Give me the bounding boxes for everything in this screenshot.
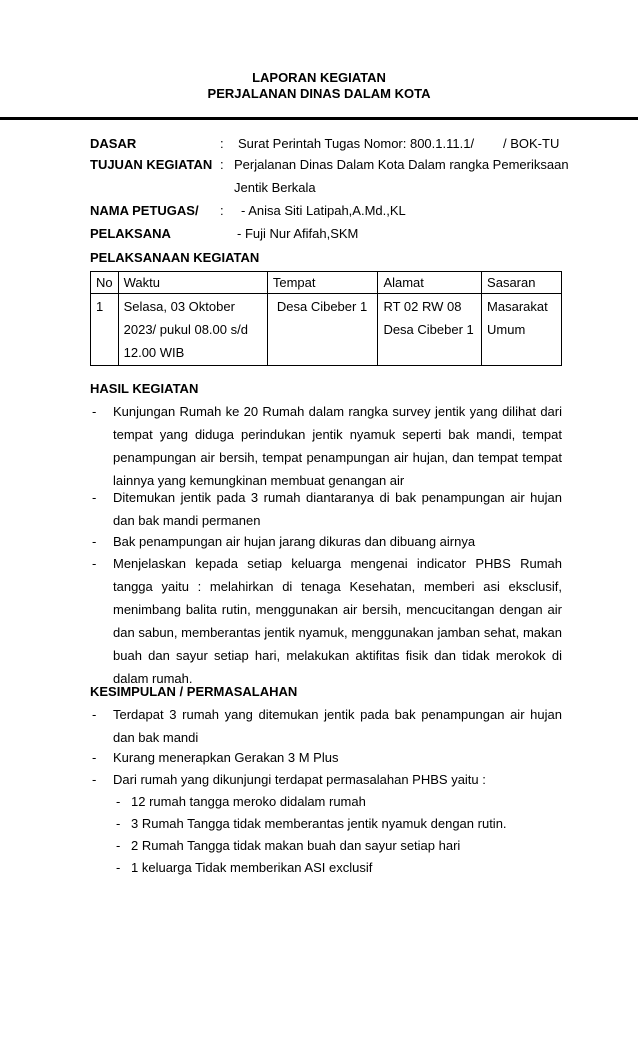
list-item: Ditemukan jentik pada 3 rumah diantaranya di bak penampungan air hujan dan bak mandi permanen <box>113 490 562 528</box>
petugas-label-line1: NAMA PETUGAS/ <box>90 203 199 218</box>
list-item: Menjelaskan kepada setiap keluarga mengenai indicator PHBS Rumah tangga yaitu : melahirkan di tenaga Kesehatan, memberi asi eksclusif, menimbang balita rutin, menggunakan air bersih, mencucitangan dengan air dan sabun, memberantas jentik nyamuk, menggunakan jamban sehat, makan buah dan sayur setiap hari, melakukan aktifitas fisik dan tidak merokok di dalam rumah. <box>113 556 562 686</box>
list-item: Bak penampungan air hujan jarang dikuras dan dibuang airnya <box>113 534 476 549</box>
kesimpulan-heading: KESIMPULAN / PERMASALAHAN <box>90 684 298 699</box>
col-header-waktu: Waktu <box>118 272 267 294</box>
list-item-dash: - <box>92 490 97 505</box>
cell-sasaran-line2: Umum <box>487 322 526 337</box>
petugas-2: - Fuji Nur Afifah,SKM <box>237 226 359 241</box>
pelaksanaan-table <box>90 271 562 366</box>
cell-alamat-line2: Desa Cibeber 1 <box>383 322 474 337</box>
cell-alamat <box>378 294 482 366</box>
sub-list-item: 3 Rumah Tangga tidak memberantas jentik nyamuk dengan rutin. <box>131 816 507 831</box>
list-item: Dari rumah yang dikunjungi terdapat permasalahan PHBS yaitu : <box>113 772 486 787</box>
petugas-label-line2: PELAKSANA <box>90 226 171 241</box>
header-divider <box>0 117 638 120</box>
list-item: Kunjungan Rumah ke 20 Rumah dalam rangka survey jentik yang dilihat dari tempat yang diduga perindukan jentik nyamuk seperti bak mandi, tempat penampungan air bersih, tempat penampungan air hujan, dan tempat tempat lainnya yang kemungkinan membuat genangan air <box>113 404 562 488</box>
tujuan-value-line1: Perjalanan Dinas Dalam Kota Dalam rangka Pemeriksaan <box>234 157 569 172</box>
cell-waktu-line1: Selasa, 03 Oktober <box>123 299 235 314</box>
report-subtitle: PERJALANAN DINAS DALAM KOTA <box>207 86 431 101</box>
sub-list-item: 12 rumah tangga meroko didalam rumah <box>131 794 366 809</box>
list-item-dash: - <box>92 772 97 787</box>
tujuan-colon: : <box>220 157 224 172</box>
sub-item-dash: - <box>116 838 121 853</box>
hasil-heading: HASIL KEGIATAN <box>90 381 199 396</box>
report-title: LAPORAN KEGIATAN <box>252 70 386 85</box>
pelaksanaan-heading: PELAKSANAAN KEGIATAN <box>90 250 260 265</box>
list-item-dash: - <box>92 556 97 571</box>
list-item-dash: - <box>92 534 97 549</box>
sub-item-dash: - <box>116 860 121 875</box>
col-header-no: No <box>91 272 119 294</box>
dasar-value: Surat Perintah Tugas Nomor: 800.1.11.1/ <box>238 136 475 151</box>
list-item: Kurang menerapkan Gerakan 3 M Plus <box>113 750 339 765</box>
cell-sasaran <box>482 294 562 366</box>
list-item-dash: - <box>92 750 97 765</box>
dasar-suffix: / BOK-TU <box>503 136 560 151</box>
petugas-colon: : <box>220 203 224 218</box>
table-header-row <box>91 272 562 294</box>
cell-tempat: Desa Cibeber 1 <box>267 294 378 366</box>
sub-item-dash: - <box>116 816 121 831</box>
sub-item-dash: - <box>116 794 121 809</box>
cell-alamat-line1: RT 02 RW 08 <box>383 299 462 314</box>
cell-waktu-line2: 2023/ pukul 08.00 s/d <box>123 322 248 337</box>
table-row <box>91 294 562 366</box>
petugas-1: - Anisa Siti Latipah,A.Md.,KL <box>241 203 406 218</box>
list-item: Terdapat 3 rumah yang ditemukan jentik pada bak penampungan air hujan dan bak mandi <box>113 707 562 745</box>
col-header-tempat: Tempat <box>267 272 378 294</box>
cell-waktu <box>118 294 267 366</box>
sub-list-item: 2 Rumah Tangga tidak makan buah dan sayur setiap hari <box>131 838 461 853</box>
sub-list-item: 1 keluarga Tidak memberikan ASI exclusif <box>131 860 373 875</box>
tujuan-value-line2: Jentik Berkala <box>234 180 316 195</box>
col-header-alamat: Alamat <box>378 272 482 294</box>
list-item-dash: - <box>92 707 97 722</box>
tujuan-label: TUJUAN KEGIATAN <box>90 157 213 172</box>
col-header-sasaran: Sasaran <box>482 272 562 294</box>
cell-waktu-line3: 12.00 WIB <box>123 345 185 360</box>
dasar-label: DASAR <box>90 136 137 151</box>
dasar-colon: : <box>220 136 224 151</box>
cell-sasaran-line1: Masarakat <box>487 299 548 314</box>
cell-no: 1 <box>91 294 119 366</box>
list-item-dash: - <box>92 404 97 419</box>
